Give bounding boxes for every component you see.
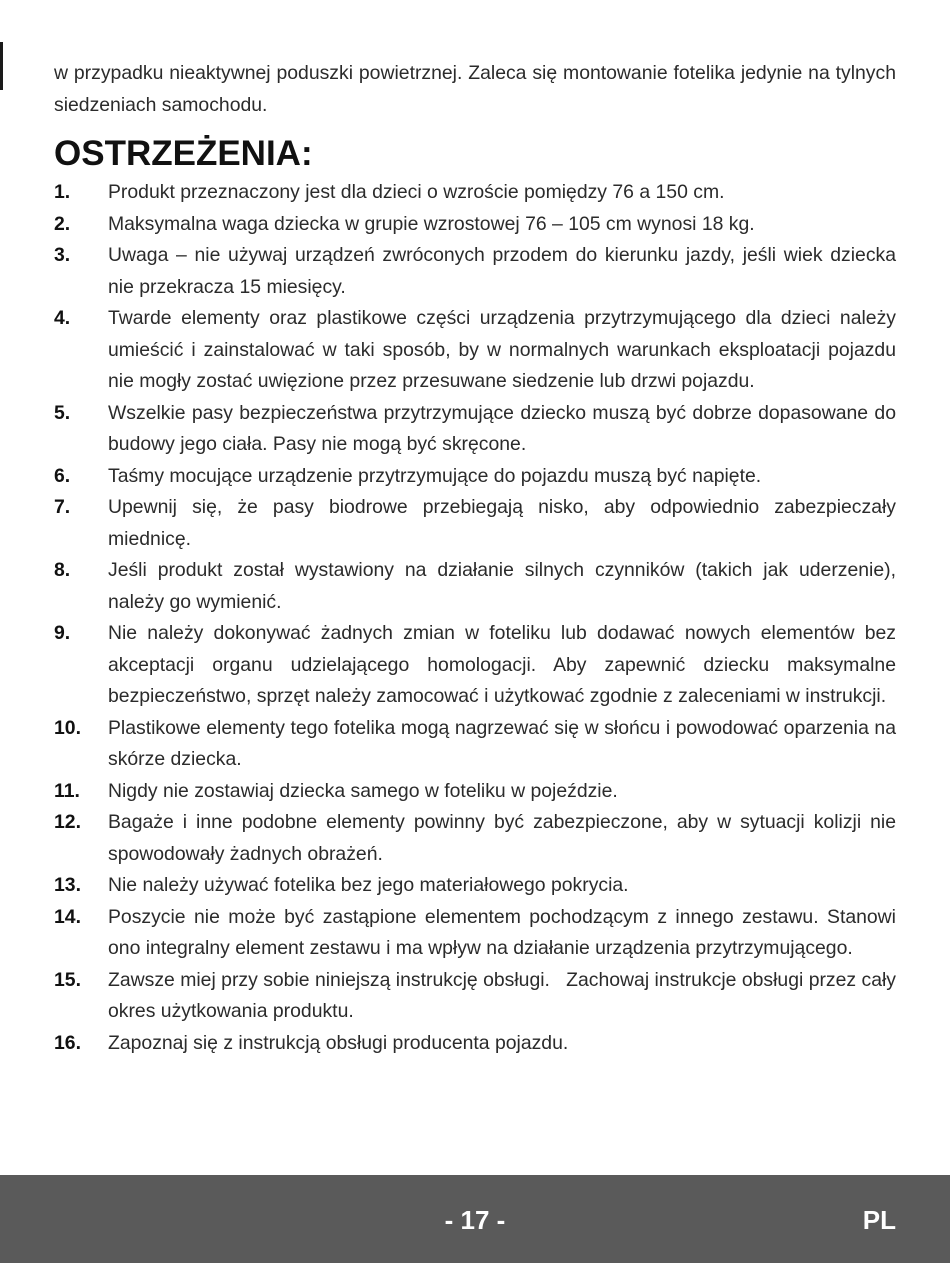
warning-item-6 — [54, 461, 896, 493]
warning-item-13 — [54, 870, 896, 902]
page-content — [54, 58, 902, 1059]
page-number: - 17 - — [444, 1205, 506, 1235]
warning-text: Twarde elementy oraz plastikowe części urządzenia przytrzymującego dla dzieci należy umieścić i zainstalować w taki sposób, by w normalnych warunkach eksploatacji pojazdu nie mogły zostać uwięzione przez przesuwane siedzenie lub drzwi pojazdu. — [108, 307, 896, 392]
page-edge-mark — [0, 42, 3, 90]
warning-number: 14. — [54, 905, 81, 928]
warning-item-11 — [54, 776, 896, 808]
warning-text: Maksymalna waga dziecka w grupie wzrostowej 76 – 105 cm wynosi 18 kg. — [108, 212, 755, 235]
warning-item-14 — [54, 902, 896, 965]
warning-item-5 — [54, 398, 896, 461]
warning-text: Poszycie nie może być zastąpione elementem pochodzącym z innego zestawu. Stanowi ono integralny element zestawu i ma wpływ na działanie urządzenia przytrzymującego. — [108, 905, 896, 959]
warning-item-8 — [54, 555, 896, 618]
warning-item-12 — [54, 807, 896, 870]
warning-item-15 — [54, 965, 902, 1028]
intro-paragraph: w przypadku nieaktywnej poduszki powietrznej. Zaleca się montowanie fotelika jedynie na tylnych siedzeniach samochodu. — [54, 62, 896, 116]
warning-number: 13. — [54, 874, 81, 896]
warning-text: Jeśli produkt został wystawiony na działanie silnych czynników (takich jak uderzenie), należy go wymienić. — [108, 559, 896, 613]
warning-text: Plastikowe elementy tego fotelika mogą nagrzewać się w słońcu i powodować oparzenia na skórze dziecka. — [108, 716, 896, 770]
warning-text: Bagaże i inne podobne elementy powinny być zabezpieczone, aby w sytuacji kolizji nie spowodowały żadnych obrażeń. — [108, 811, 896, 865]
warning-number: 2. — [54, 212, 71, 235]
warning-item-2 — [54, 209, 896, 241]
warning-number: 11. — [54, 779, 80, 802]
warning-number: 5. — [54, 401, 71, 424]
warning-text: Taśmy mocujące urządzenie przytrzymujące do pojazdu muszą być napięte. — [108, 464, 762, 487]
warning-text: Nie należy dokonywać żadnych zmian w foteliku lub dodawać nowych elementów bez akceptacji organu udzielającego homologacji. Aby zapewnić dziecku maksymalne bezpieczeństwo, sprzęt należy zamocować i użytkować zgodnie z zaleceniami w instrukcji. — [108, 622, 896, 707]
warning-number: 7. — [54, 496, 71, 518]
warning-text: Nie należy używać fotelika bez jego materiałowego pokrycia. — [108, 874, 629, 896]
warning-number: 9. — [54, 622, 71, 644]
warning-number: 6. — [54, 464, 71, 487]
warning-number: 12. — [54, 811, 81, 833]
warning-number: 3. — [54, 244, 71, 266]
warning-number: 8. — [54, 559, 71, 581]
warning-item-4 — [54, 303, 896, 398]
warning-text: Zapoznaj się z instrukcją obsługi producenta pojazdu. — [108, 1031, 569, 1054]
warning-number: 15. — [54, 968, 81, 991]
warning-number: 10. — [54, 716, 81, 739]
warning-item-16 — [54, 1028, 896, 1060]
warning-text: Produkt przeznaczony jest dla dzieci o wzroście pomiędzy 76 a 150 cm. — [108, 181, 725, 203]
warning-text: Uwaga – nie używaj urządzeń zwróconych przodem do kierunku jazdy, jeśli wiek dziecka nie przekracza 15 miesięcy. — [108, 244, 896, 298]
warning-text: Zawsze miej przy sobie niniejszą instrukcję obsługi. Zachowaj instrukcje obsługi przez cały okres użytkowania produktu. — [108, 968, 902, 1022]
warning-text: Wszelkie pasy bezpieczeństwa przytrzymujące dziecko muszą być dobrze dopasowane do budowy jego ciała. Pasy nie mogą być skręcone. — [108, 401, 896, 455]
warning-number: 4. — [54, 307, 71, 329]
warning-text: Upewnij się, że pasy biodrowe przebiegają nisko, aby odpowiednio zabezpieczały miednicę. — [108, 496, 896, 550]
warnings-list — [54, 177, 902, 1059]
warning-item-3 — [54, 240, 896, 303]
warnings-heading: OSTRZEŻENIA: — [54, 134, 313, 173]
warning-item-9 — [54, 618, 896, 713]
warning-text: Nigdy nie zostawiaj dziecka samego w foteliku w pojeździe. — [108, 779, 618, 802]
warning-number: 16. — [54, 1031, 81, 1054]
warning-item-1 — [54, 177, 896, 209]
language-code: PL — [862, 1205, 896, 1235]
warning-number: 1. — [54, 181, 71, 203]
warning-item-7 — [54, 492, 896, 555]
warning-item-10 — [54, 713, 896, 776]
page-footer — [0, 1175, 950, 1263]
